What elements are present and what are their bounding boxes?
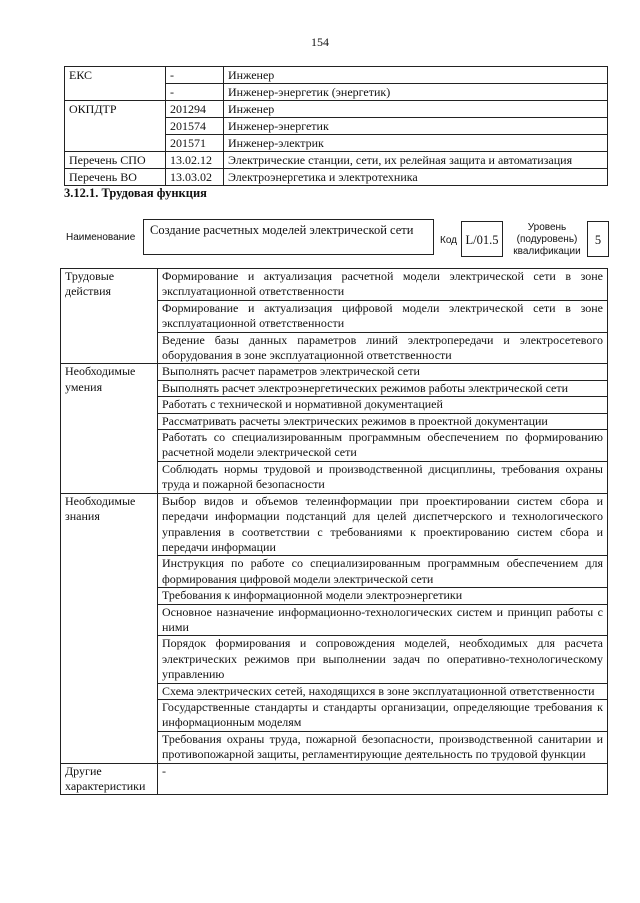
function-item: Выбор видов и объемов телеинформации при проектировании систем сбора и передачи информации подстанций для целей диспетчерского и технологического управления в соответствии с требованиями к проектированию систем сбора и передачи информации [158,493,608,556]
function-category: Трудовые действия [61,269,158,364]
name-label: Наименование [66,232,136,243]
function-item: Работать с технической и нормативной документацией [158,397,608,413]
function-item: Рассматривать расчеты электрических режимов в проектной документации [158,413,608,429]
reference-title: Инженер-энергетик [224,118,608,135]
page-number: 154 [311,35,329,49]
function-row [61,364,608,380]
function-item: Соблюдать нормы трудовой и производственной дисциплины, требования охраны труда и пожарной безопасности [158,461,608,493]
level-label: Уровень (подуровень) квалификации [513,222,581,257]
function-item: Порядок формирования и сопровождения моделей, необходимых для расчета электрических режимов при выполнении задач по оперативно-технологическому управлению [158,636,608,683]
reference-code: 201571 [166,135,224,152]
reference-title: Электроэнергетика и электротехника [224,169,608,186]
reference-row [65,67,608,84]
function-item: Ведение базы данных параметров линий электропередачи и электросетевого оборудования в зоне эксплуатационной ответственности [158,332,608,364]
reference-code: 13.02.12 [166,152,224,169]
reference-name: Перечень СПО [65,152,166,169]
function-item: Схема электрических сетей, находящихся в зоне эксплуатационной ответственности [158,683,608,699]
function-row [61,763,608,795]
function-item: Формирование и актуализация цифровой модели электрической сети в зоне эксплуатационной ответственности [158,300,608,332]
function-code-field: L/01.5 [461,221,503,257]
function-item: Формирование и актуализация расчетной модели электрической сети в зоне эксплуатационной ответственности [158,269,608,301]
function-item: Требования к информационной модели электроэнергетики [158,588,608,604]
reference-code: 201294 [166,101,224,118]
reference-title: Электрические станции, сети, их релейная защита и автоматизация [224,152,608,169]
reference-code: - [166,84,224,101]
qualification-level-field: 5 [587,221,609,257]
section-title: 3.12.1. Трудовая функция [64,186,207,200]
reference-name: Перечень ВО [65,169,166,186]
function-item: Работать со специализированным программным обеспечением по формированию расчетной модели электрической сети [158,430,608,462]
reference-row [65,169,608,186]
reference-name: ОКПДТР [65,101,166,152]
reference-title: Инженер [224,67,608,84]
function-item: Выполнять расчет электроэнергетических режимов работы электрической сети [158,380,608,396]
reference-code: 13.03.02 [166,169,224,186]
reference-table [64,66,608,186]
function-category: Необходимые знания [61,493,158,763]
reference-title: Инженер-энергетик (энергетик) [224,84,608,101]
function-item: Основное назначение информационно-технологических систем и принцип работы с ними [158,604,608,636]
reference-code: - [166,67,224,84]
function-row [61,269,608,301]
function-name-field: Создание расчетных моделей электрической сети [143,219,434,255]
function-item: Инструкция по работе со специализированным программным обеспечением для формирования цифровой модели электрической сети [158,556,608,588]
reference-title: Инженер-электрик [224,135,608,152]
function-category: Необходимые умения [61,364,158,493]
function-item: - [158,763,608,795]
function-item: Требования охраны труда, пожарной безопасности, производственной санитарии и противопожарной защиты, регламентирующие деятельность по трудовой функции [158,731,608,763]
reference-row [65,152,608,169]
reference-code: 201574 [166,118,224,135]
function-row [61,493,608,556]
function-item: Государственные стандарты и стандарты организации, определяющие требования к информационным моделям [158,699,608,731]
reference-name: ЕКС [65,67,166,101]
code-label: Код [440,235,458,246]
reference-title: Инженер [224,101,608,118]
reference-row [65,101,608,118]
function-table [60,268,608,795]
function-item: Выполнять расчет параметров электрической сети [158,364,608,380]
function-category: Другие характеристики [61,763,158,795]
